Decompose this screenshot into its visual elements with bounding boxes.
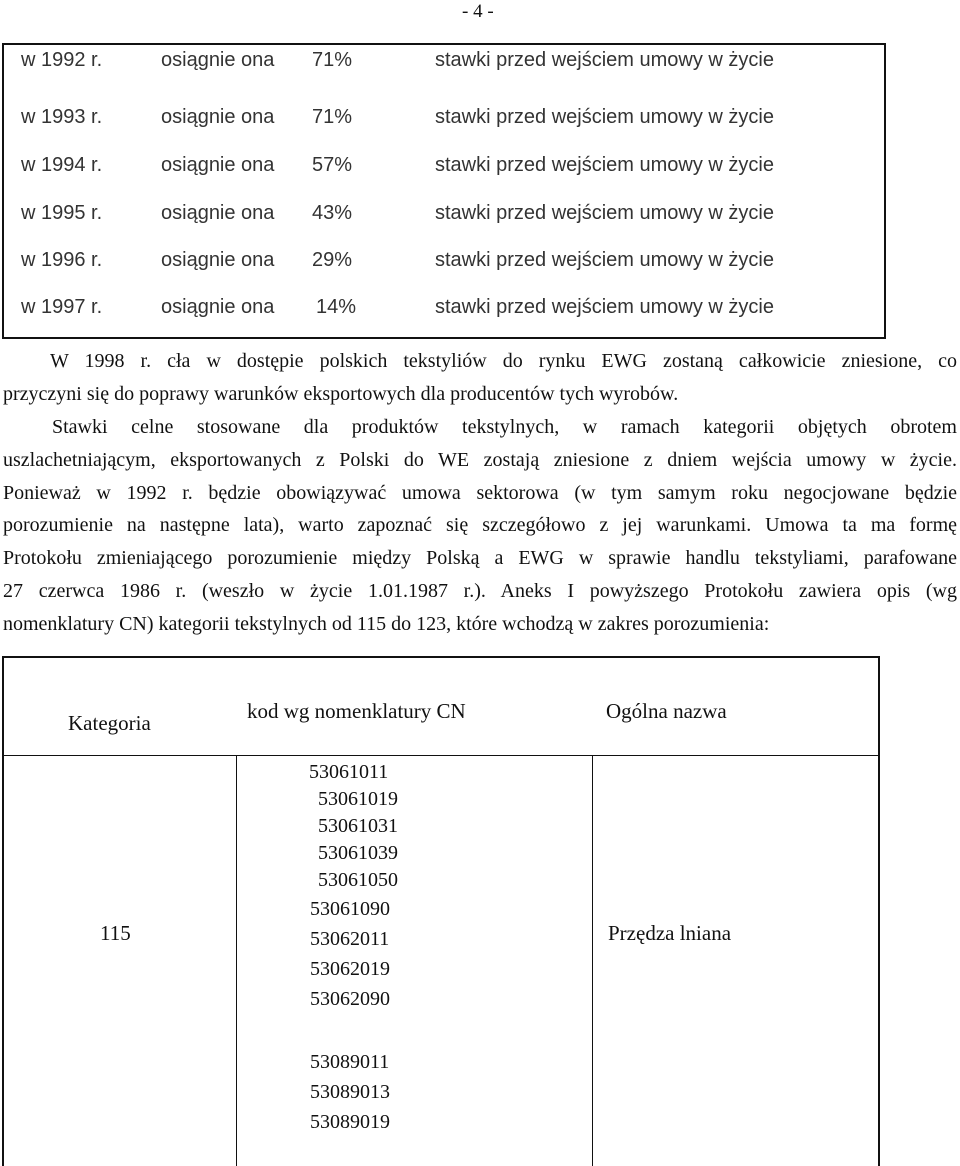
- cn-code: 53062019: [310, 958, 390, 980]
- header-cn-code: kod wg nomenklatury CN: [247, 699, 466, 723]
- tariff-verb: osiągnie ona: [161, 49, 275, 71]
- tariff-percent: 14%: [316, 296, 357, 318]
- cn-code: 53062090: [310, 988, 390, 1010]
- tariff-row: [4, 198, 884, 228]
- paragraph-line: 27 czerwca 1986 r. (weszło w życie 1.01.1987 r.). Aneks I powyższego Protokołu zawiera opis (wg: [3, 579, 957, 602]
- tariff-year: w 1992 r.: [21, 49, 103, 71]
- cn-code: 53062011: [310, 928, 390, 950]
- tariff-year: w 1996 r.: [21, 249, 103, 271]
- tariff-percent: 29%: [312, 249, 353, 271]
- paragraph-line: przyczyni się do poprawy warunków eksportowych dla producentów tych wyrobów.: [3, 382, 679, 405]
- cn-code: 53061090: [310, 898, 390, 920]
- paragraph-line: Protokołu zmieniającego porozumienie między Polską a EWG w sprawie handlu tekstyliami, parafowane: [3, 547, 957, 570]
- tariff-percent: 57%: [312, 154, 353, 176]
- cn-code: 53089019: [310, 1111, 390, 1133]
- cn-code: 53061011: [309, 761, 389, 783]
- tariff-row: [4, 150, 884, 180]
- tariff-schedule-box: [2, 43, 886, 339]
- tariff-row: [4, 292, 884, 322]
- cn-code: 53061031: [318, 815, 398, 837]
- tariff-verb: osiągnie ona: [161, 154, 275, 176]
- tariff-row: [4, 45, 884, 75]
- paragraph-outward-processing: [3, 411, 957, 641]
- tariff-description: stawki przed wejściem umowy w życie: [435, 106, 774, 128]
- paragraph-line: porozumienie na następne lata), warto zapoznać się szczegółowo z jej warunkami. Umowa ta ma formę: [3, 514, 957, 537]
- cn-code: 53089011: [310, 1051, 390, 1073]
- header-divider: [4, 755, 878, 756]
- tariff-percent: 71%: [312, 49, 353, 71]
- header-category: Kategoria: [68, 711, 151, 735]
- tariff-description: stawki przed wejściem umowy w życie: [435, 154, 774, 176]
- tariff-year: w 1993 r.: [21, 106, 103, 128]
- page-number: - 4 -: [462, 1, 494, 22]
- paragraph-line: Ponieważ w 1992 r. będzie obowiązywać umowa sektorowa (w tym samym roku negocjowane będzie: [3, 481, 957, 504]
- tariff-description: stawki przed wejściem umowy w życie: [435, 49, 774, 71]
- paragraph-eu-tariff-removal: [3, 345, 957, 411]
- tariff-year: w 1995 r.: [21, 202, 103, 224]
- tariff-percent: 43%: [312, 202, 353, 224]
- cn-code: 53089013: [310, 1081, 390, 1103]
- tariff-verb: osiągnie ona: [161, 249, 275, 271]
- paragraph-line: uszlachetniającym, eksportowanych z Polski do WE zostają zniesione z dniem wejścia umowy w życie.: [3, 448, 957, 471]
- tariff-row: [4, 102, 884, 132]
- tariff-description: stawki przed wejściem umowy w życie: [435, 202, 774, 224]
- paragraph-line: Stawki celne stosowane dla produktów tekstylnych, w ramach kategorii objętych obrotem: [52, 416, 957, 438]
- cn-code: 53061039: [318, 842, 398, 864]
- column-divider: [236, 755, 237, 1166]
- cn-code: 53061050: [318, 869, 398, 891]
- cn-code: 53061019: [318, 788, 398, 810]
- tariff-verb: osiągnie ona: [161, 296, 275, 318]
- tariff-row: [4, 245, 884, 275]
- category-number: 115: [100, 921, 131, 945]
- tariff-verb: osiągnie ona: [161, 202, 275, 224]
- paragraph-line: W 1998 r. cła w dostępie polskich tekstyliów do rynku EWG zostaną całkowicie zniesione, co: [50, 350, 957, 372]
- tariff-year: w 1994 r.: [21, 154, 103, 176]
- tariff-description: stawki przed wejściem umowy w życie: [435, 296, 774, 318]
- tariff-year: w 1997 r.: [21, 296, 103, 318]
- general-name-value: Przędza lniana: [608, 921, 732, 945]
- column-divider: [592, 755, 593, 1166]
- cn-category-table: [2, 656, 880, 1166]
- tariff-verb: osiągnie ona: [161, 106, 275, 128]
- tariff-description: stawki przed wejściem umowy w życie: [435, 249, 774, 271]
- tariff-percent: 71%: [312, 106, 353, 128]
- header-general-name: Ogólna nazwa: [606, 699, 727, 723]
- paragraph-line: nomenklatury CN) kategorii tekstylnych od 115 do 123, które wchodzą w zakres porozumienia:: [3, 612, 770, 635]
